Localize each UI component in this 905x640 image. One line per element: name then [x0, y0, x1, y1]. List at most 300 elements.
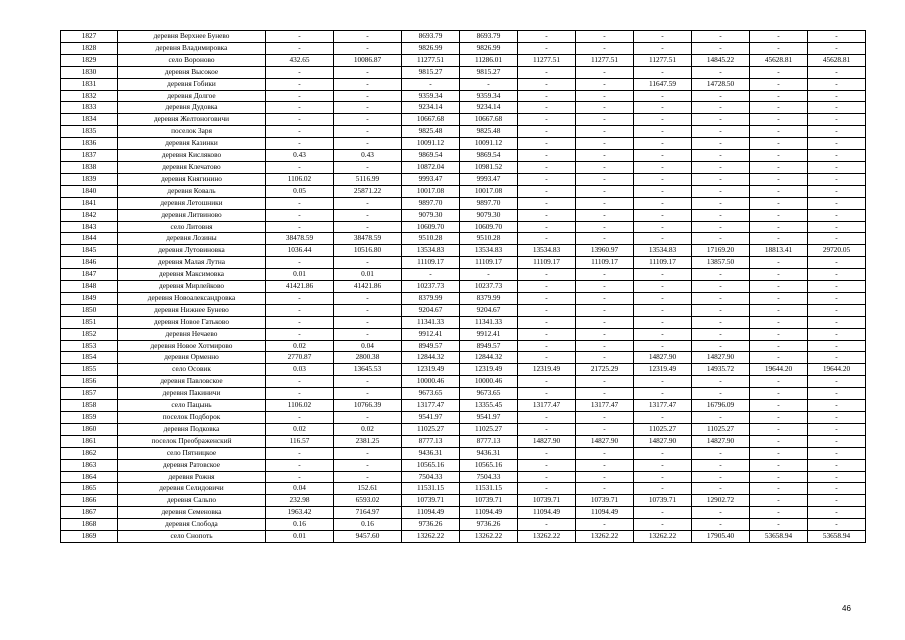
value-cell-10: -: [808, 304, 866, 316]
value-cell-1: -: [266, 31, 334, 43]
value-cell-6: 11277.51: [576, 54, 634, 66]
value-cell-2: 0.04: [334, 340, 402, 352]
value-cell-3: 10872.04: [402, 161, 460, 173]
value-cell-2: -: [334, 138, 402, 150]
row-number-cell: 1830: [61, 66, 118, 78]
table-row: [61, 304, 866, 316]
value-cell-10: -: [808, 459, 866, 471]
value-cell-4: 9869.54: [460, 150, 518, 162]
value-cell-9: -: [750, 507, 808, 519]
settlement-name-cell: поселок Подборок: [118, 412, 266, 424]
value-cell-4: 10091.12: [460, 138, 518, 150]
value-cell-10: -: [808, 150, 866, 162]
value-cell-3: 13262.22: [402, 531, 460, 543]
value-cell-7: -: [634, 90, 692, 102]
value-cell-5: -: [518, 447, 576, 459]
value-cell-8: 14845.22: [692, 54, 750, 66]
value-cell-2: 41421.86: [334, 281, 402, 293]
table-row: [61, 66, 866, 78]
row-number-cell: 1828: [61, 42, 118, 54]
value-cell-5: -: [518, 423, 576, 435]
value-cell-9: -: [750, 376, 808, 388]
value-cell-5: 11277.51: [518, 54, 576, 66]
value-cell-8: -: [692, 126, 750, 138]
value-cell-6: -: [576, 31, 634, 43]
table-row: [61, 388, 866, 400]
table-row: [61, 221, 866, 233]
row-number-cell: 1842: [61, 209, 118, 221]
value-cell-1: -: [266, 328, 334, 340]
value-cell-7: -: [634, 412, 692, 424]
value-cell-6: -: [576, 197, 634, 209]
value-cell-1: -: [266, 459, 334, 471]
value-cell-9: -: [750, 114, 808, 126]
value-cell-2: -: [334, 209, 402, 221]
value-cell-7: -: [634, 376, 692, 388]
value-cell-4: 12319.49: [460, 364, 518, 376]
value-cell-1: -: [266, 388, 334, 400]
value-cell-1: -: [266, 138, 334, 150]
table-row: [61, 340, 866, 352]
value-cell-2: 10766.39: [334, 400, 402, 412]
value-cell-9: -: [750, 221, 808, 233]
row-number-cell: 1865: [61, 483, 118, 495]
value-cell-6: 13960.97: [576, 245, 634, 257]
settlement-name-cell: поселок Заря: [118, 126, 266, 138]
value-cell-6: -: [576, 102, 634, 114]
row-number-cell: 1829: [61, 54, 118, 66]
page-number: 46: [842, 604, 851, 613]
settlement-name-cell: деревня Новоалександровка: [118, 292, 266, 304]
value-cell-10: -: [808, 138, 866, 150]
value-cell-9: -: [750, 459, 808, 471]
value-cell-3: 11531.15: [402, 483, 460, 495]
value-cell-10: -: [808, 257, 866, 269]
value-cell-3: 8379.99: [402, 292, 460, 304]
value-cell-10: -: [808, 340, 866, 352]
value-cell-5: -: [518, 209, 576, 221]
value-cell-9: -: [750, 423, 808, 435]
value-cell-4: 9079.30: [460, 209, 518, 221]
value-cell-2: -: [334, 42, 402, 54]
value-cell-5: -: [518, 161, 576, 173]
value-cell-7: 11025.27: [634, 423, 692, 435]
value-cell-3: 9869.54: [402, 150, 460, 162]
value-cell-3: 9234.14: [402, 102, 460, 114]
table-row: [61, 376, 866, 388]
value-cell-5: 12319.49: [518, 364, 576, 376]
value-cell-6: -: [576, 281, 634, 293]
value-cell-6: 10739.71: [576, 495, 634, 507]
value-cell-4: 13262.22: [460, 531, 518, 543]
value-cell-5: -: [518, 78, 576, 90]
value-cell-6: -: [576, 352, 634, 364]
value-cell-4: 7504.33: [460, 471, 518, 483]
value-cell-3: 10237.73: [402, 281, 460, 293]
table-row: [61, 531, 866, 543]
settlement-name-cell: село Снопоть: [118, 531, 266, 543]
value-cell-3: 9993.47: [402, 173, 460, 185]
value-cell-2: -: [334, 316, 402, 328]
value-cell-9: -: [750, 90, 808, 102]
value-cell-7: -: [634, 388, 692, 400]
settlement-name-cell: деревня Подковка: [118, 423, 266, 435]
settlement-name-cell: деревня Новое Гатьково: [118, 316, 266, 328]
settlement-name-cell: деревня Орменно: [118, 352, 266, 364]
value-cell-10: -: [808, 161, 866, 173]
table-row: [61, 114, 866, 126]
value-cell-9: -: [750, 412, 808, 424]
settlement-name-cell: деревня Литвиново: [118, 209, 266, 221]
value-cell-9: 45628.81: [750, 54, 808, 66]
value-cell-1: -: [266, 66, 334, 78]
value-cell-1: 1106.02: [266, 173, 334, 185]
value-cell-3: 9359.34: [402, 90, 460, 102]
row-number-cell: 1844: [61, 233, 118, 245]
value-cell-9: -: [750, 150, 808, 162]
value-cell-5: -: [518, 221, 576, 233]
value-cell-5: -: [518, 114, 576, 126]
value-cell-1: 0.01: [266, 531, 334, 543]
value-cell-7: -: [634, 233, 692, 245]
value-cell-5: 13177.47: [518, 400, 576, 412]
value-cell-6: -: [576, 42, 634, 54]
row-number-cell: 1843: [61, 221, 118, 233]
value-cell-3: 8693.79: [402, 31, 460, 43]
value-cell-7: -: [634, 126, 692, 138]
value-cell-4: 8777.13: [460, 435, 518, 447]
settlement-name-cell: деревня Лозины: [118, 233, 266, 245]
value-cell-10: -: [808, 412, 866, 424]
value-cell-4: 8949.57: [460, 340, 518, 352]
value-cell-9: -: [750, 316, 808, 328]
value-cell-5: -: [518, 66, 576, 78]
row-number-cell: 1868: [61, 519, 118, 531]
value-cell-3: 9436.31: [402, 447, 460, 459]
value-cell-4: 10565.16: [460, 459, 518, 471]
value-cell-1: 0.43: [266, 150, 334, 162]
value-cell-10: -: [808, 173, 866, 185]
settlement-name-cell: деревня Максимовка: [118, 269, 266, 281]
value-cell-4: 13534.83: [460, 245, 518, 257]
value-cell-3: 11109.17: [402, 257, 460, 269]
value-cell-8: 12902.72: [692, 495, 750, 507]
value-cell-10: -: [808, 42, 866, 54]
value-cell-2: 2800.38: [334, 352, 402, 364]
value-cell-2: 10086.87: [334, 54, 402, 66]
value-cell-2: -: [334, 31, 402, 43]
value-cell-7: -: [634, 304, 692, 316]
settlement-name-cell: деревня Нечаево: [118, 328, 266, 340]
value-cell-2: 6593.02: [334, 495, 402, 507]
value-cell-3: 9897.70: [402, 197, 460, 209]
settlement-name-cell: деревня Верхнее Бунево: [118, 31, 266, 43]
settlement-name-cell: деревня Владимировка: [118, 42, 266, 54]
value-cell-8: -: [692, 292, 750, 304]
table-row: [61, 126, 866, 138]
value-cell-7: -: [634, 150, 692, 162]
value-cell-1: -: [266, 221, 334, 233]
value-cell-10: -: [808, 66, 866, 78]
value-cell-6: -: [576, 209, 634, 221]
value-cell-7: -: [634, 138, 692, 150]
value-cell-10: -: [808, 126, 866, 138]
value-cell-2: -: [334, 304, 402, 316]
value-cell-6: -: [576, 161, 634, 173]
value-cell-6: -: [576, 483, 634, 495]
row-number-cell: 1849: [61, 292, 118, 304]
value-cell-9: -: [750, 400, 808, 412]
value-cell-3: 9541.97: [402, 412, 460, 424]
value-cell-2: -: [334, 114, 402, 126]
value-cell-4: 9436.31: [460, 447, 518, 459]
value-cell-1: -: [266, 304, 334, 316]
value-cell-6: -: [576, 316, 634, 328]
value-cell-1: -: [266, 114, 334, 126]
value-cell-8: -: [692, 507, 750, 519]
settlement-name-cell: поселок Преображенский: [118, 435, 266, 447]
value-cell-3: 9079.30: [402, 209, 460, 221]
settlement-name-cell: деревня Сальпо: [118, 495, 266, 507]
value-cell-7: -: [634, 114, 692, 126]
value-cell-3: 10739.71: [402, 495, 460, 507]
row-number-cell: 1862: [61, 447, 118, 459]
settlement-name-cell: деревня Дудовка: [118, 102, 266, 114]
value-cell-3: 10017.08: [402, 185, 460, 197]
value-cell-10: -: [808, 31, 866, 43]
value-cell-6: -: [576, 138, 634, 150]
value-cell-1: -: [266, 42, 334, 54]
settlement-name-cell: деревня Павловское: [118, 376, 266, 388]
row-number-cell: 1860: [61, 423, 118, 435]
value-cell-6: -: [576, 447, 634, 459]
table-row: [61, 197, 866, 209]
value-cell-1: -: [266, 78, 334, 90]
value-cell-4: 11286.01: [460, 54, 518, 66]
value-cell-9: -: [750, 102, 808, 114]
value-cell-1: 0.04: [266, 483, 334, 495]
value-cell-6: -: [576, 114, 634, 126]
value-cell-4: 9736.26: [460, 519, 518, 531]
value-cell-7: -: [634, 197, 692, 209]
settlement-name-cell: деревня Высокое: [118, 66, 266, 78]
value-cell-5: -: [518, 197, 576, 209]
table-row: [61, 483, 866, 495]
value-cell-4: 9673.65: [460, 388, 518, 400]
value-cell-8: -: [692, 197, 750, 209]
value-cell-2: -: [334, 221, 402, 233]
row-number-cell: 1846: [61, 257, 118, 269]
value-cell-6: -: [576, 471, 634, 483]
value-cell-10: -: [808, 388, 866, 400]
value-cell-6: -: [576, 388, 634, 400]
value-cell-7: -: [634, 328, 692, 340]
table-row: [61, 78, 866, 90]
table-row: [61, 507, 866, 519]
row-number-cell: 1834: [61, 114, 118, 126]
value-cell-6: 21725.29: [576, 364, 634, 376]
value-cell-10: -: [808, 90, 866, 102]
value-cell-5: -: [518, 412, 576, 424]
value-cell-8: -: [692, 281, 750, 293]
settlement-name-cell: деревня Желтоноговичи: [118, 114, 266, 126]
row-number-cell: 1839: [61, 173, 118, 185]
value-cell-3: -: [402, 78, 460, 90]
table-row: [61, 423, 866, 435]
value-cell-1: -: [266, 376, 334, 388]
value-cell-8: -: [692, 304, 750, 316]
value-cell-2: -: [334, 197, 402, 209]
value-cell-1: 232.98: [266, 495, 334, 507]
value-cell-6: 11094.49: [576, 507, 634, 519]
value-cell-2: 25871.22: [334, 185, 402, 197]
value-cell-8: -: [692, 447, 750, 459]
value-cell-8: 14827.90: [692, 435, 750, 447]
settlement-name-cell: село Пятницкое: [118, 447, 266, 459]
value-cell-10: -: [808, 435, 866, 447]
settlement-name-cell: деревня Семеновка: [118, 507, 266, 519]
value-cell-3: 13534.83: [402, 245, 460, 257]
row-number-cell: 1832: [61, 90, 118, 102]
value-cell-6: -: [576, 519, 634, 531]
value-cell-6: -: [576, 412, 634, 424]
row-number-cell: 1857: [61, 388, 118, 400]
value-cell-4: -: [460, 78, 518, 90]
value-cell-6: -: [576, 90, 634, 102]
table-row: [61, 471, 866, 483]
value-cell-2: 2381.25: [334, 435, 402, 447]
value-cell-4: 11025.27: [460, 423, 518, 435]
row-number-cell: 1831: [61, 78, 118, 90]
value-cell-8: -: [692, 173, 750, 185]
value-cell-8: -: [692, 31, 750, 43]
row-number-cell: 1841: [61, 197, 118, 209]
value-cell-4: 9204.67: [460, 304, 518, 316]
value-cell-5: -: [518, 459, 576, 471]
value-cell-3: 11094.49: [402, 507, 460, 519]
value-cell-7: -: [634, 459, 692, 471]
value-cell-10: -: [808, 483, 866, 495]
value-cell-5: -: [518, 138, 576, 150]
value-cell-7: -: [634, 483, 692, 495]
value-cell-7: -: [634, 42, 692, 54]
row-number-cell: 1861: [61, 435, 118, 447]
value-cell-10: 19644.20: [808, 364, 866, 376]
value-cell-6: -: [576, 150, 634, 162]
table-row: [61, 54, 866, 66]
row-number-cell: 1863: [61, 459, 118, 471]
value-cell-9: -: [750, 328, 808, 340]
value-cell-9: 18813.41: [750, 245, 808, 257]
value-cell-10: -: [808, 376, 866, 388]
value-cell-2: 38478.59: [334, 233, 402, 245]
value-cell-4: 9993.47: [460, 173, 518, 185]
value-cell-8: -: [692, 221, 750, 233]
value-cell-7: 11647.59: [634, 78, 692, 90]
table-row: [61, 352, 866, 364]
value-cell-8: -: [692, 161, 750, 173]
value-cell-2: 5116.99: [334, 173, 402, 185]
table-row: [61, 328, 866, 340]
value-cell-4: 10237.73: [460, 281, 518, 293]
value-cell-7: -: [634, 316, 692, 328]
value-cell-3: 10000.46: [402, 376, 460, 388]
settlement-name-cell: деревня Казинки: [118, 138, 266, 150]
value-cell-10: -: [808, 269, 866, 281]
table-row: [61, 138, 866, 150]
settlement-name-cell: деревня Ратовское: [118, 459, 266, 471]
value-cell-2: -: [334, 376, 402, 388]
value-cell-3: 10091.12: [402, 138, 460, 150]
value-cell-8: -: [692, 519, 750, 531]
value-cell-8: 16796.09: [692, 400, 750, 412]
value-cell-1: -: [266, 412, 334, 424]
value-cell-7: -: [634, 185, 692, 197]
settlement-name-cell: деревня Селидовичи: [118, 483, 266, 495]
value-cell-9: -: [750, 495, 808, 507]
value-cell-9: -: [750, 233, 808, 245]
value-cell-9: -: [750, 31, 808, 43]
settlement-name-cell: село Литовня: [118, 221, 266, 233]
value-cell-3: 8949.57: [402, 340, 460, 352]
row-number-cell: 1837: [61, 150, 118, 162]
value-cell-6: -: [576, 292, 634, 304]
table-row: [61, 173, 866, 185]
value-cell-9: -: [750, 269, 808, 281]
value-cell-4: 9825.48: [460, 126, 518, 138]
table-row: [61, 102, 866, 114]
value-cell-8: -: [692, 102, 750, 114]
value-cell-7: 11109.17: [634, 257, 692, 269]
value-cell-8: -: [692, 42, 750, 54]
value-cell-3: 11277.51: [402, 54, 460, 66]
value-cell-5: -: [518, 173, 576, 185]
table-row: [61, 412, 866, 424]
row-number-cell: 1838: [61, 161, 118, 173]
data-table: [60, 30, 866, 543]
value-cell-6: -: [576, 269, 634, 281]
settlement-name-cell: деревня Слобода: [118, 519, 266, 531]
value-cell-1: 38478.59: [266, 233, 334, 245]
value-cell-6: -: [576, 233, 634, 245]
value-cell-8: -: [692, 388, 750, 400]
table-row: [61, 316, 866, 328]
value-cell-1: -: [266, 161, 334, 173]
value-cell-6: 14827.90: [576, 435, 634, 447]
value-cell-9: -: [750, 292, 808, 304]
row-number-cell: 1852: [61, 328, 118, 340]
value-cell-1: -: [266, 102, 334, 114]
value-cell-10: -: [808, 281, 866, 293]
value-cell-6: 13177.47: [576, 400, 634, 412]
value-cell-7: 12319.49: [634, 364, 692, 376]
value-cell-7: -: [634, 292, 692, 304]
value-cell-3: 10565.16: [402, 459, 460, 471]
row-number-cell: 1867: [61, 507, 118, 519]
row-number-cell: 1847: [61, 269, 118, 281]
value-cell-4: 9815.27: [460, 66, 518, 78]
settlement-name-cell: деревня Княгинино: [118, 173, 266, 185]
row-number-cell: 1869: [61, 531, 118, 543]
value-cell-2: -: [334, 328, 402, 340]
value-cell-4: 10000.46: [460, 376, 518, 388]
row-number-cell: 1858: [61, 400, 118, 412]
value-cell-2: 10516.80: [334, 245, 402, 257]
value-cell-3: 11341.33: [402, 316, 460, 328]
value-cell-3: 9510.28: [402, 233, 460, 245]
value-cell-9: -: [750, 304, 808, 316]
value-cell-1: -: [266, 126, 334, 138]
